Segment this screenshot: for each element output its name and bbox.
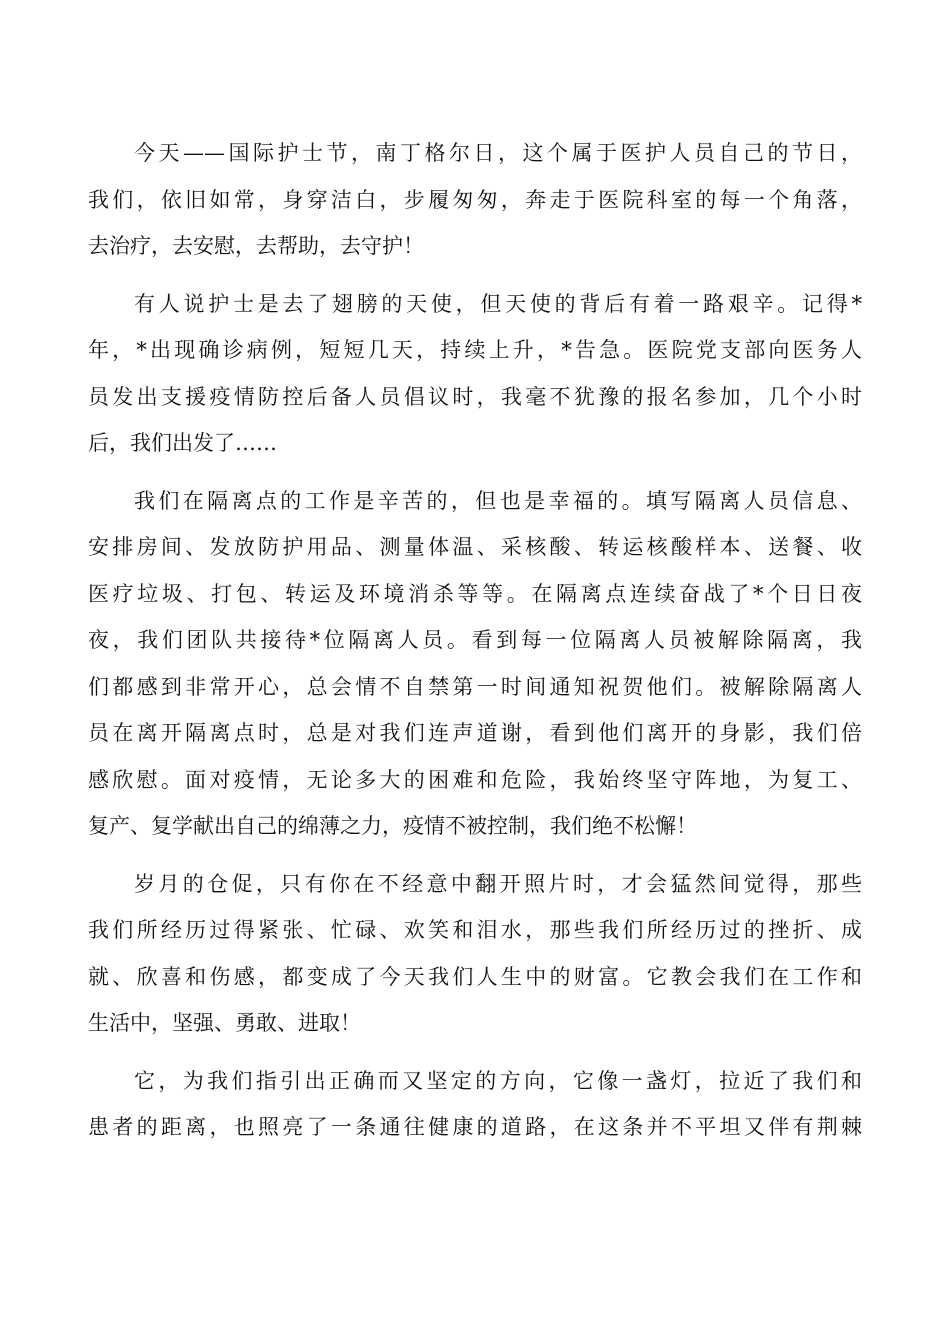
text-line: 夜，我们团队共接待*位隔离人员。看到每一位隔离人员被解除隔离，我 — [88, 628, 862, 652]
text-line: 患者的距离，也照亮了一条通往健康的道路，在这条并不平坦又伴有荆棘 — [88, 1115, 862, 1139]
text-line: 就、欣喜和伤感，都变成了今天我们人生中的财富。它教会我们在工作和 — [88, 964, 862, 989]
text-line: 员发出支援疫情防控后备人员倡议时，我毫不犹豫的报名参加，几个小时 — [88, 384, 862, 409]
text-line: 后，我们出发了…… — [88, 431, 277, 455]
text-line: 安排房间、发放防护用品、测量体温、采核酸、转运核酸样本、送餐、收 — [88, 535, 862, 559]
text-line: 感欣慰。面对疫情，无论多大的困难和危险，我始终坚守阵地，为复工、 — [88, 767, 862, 792]
paragraph-3 — [88, 478, 862, 850]
text-line: 有人说护士是去了翅膀的天使，但天使的背后有着一路艰辛。记得* — [134, 291, 862, 316]
text-line: 医疗垃圾、打包、转运及环境消杀等等。在隔离点连续奋战了*个日日夜 — [88, 581, 862, 606]
text-line: 生活中，坚强、勇敢、进取！ — [88, 1011, 361, 1035]
text-line: 它，为我们指引出正确而又坚定的方向，它像一盏灯，拉近了我们和 — [134, 1068, 862, 1093]
paragraph-1 — [88, 130, 862, 270]
paragraph-5 — [88, 1058, 862, 1151]
text-line: 我们所经历过得紧张、忙碌、欢笑和泪水，那些我们所经历过的挫折、成 — [88, 918, 862, 942]
text-line: 去治疗，去安慰，去帮助，去守护！ — [88, 234, 424, 258]
text-line: 们都感到非常开心，总会情不自禁第一时间通知祝贺他们。被解除隔离人 — [88, 674, 862, 699]
text-line: 员在离开隔离点时，总是对我们连声道谢，看到他们离开的身影，我们倍 — [88, 721, 862, 745]
text-line: 复产、复学献出自己的绵薄之力，疫情不被控制，我们绝不松懈！ — [88, 814, 697, 838]
text-line: 我们在隔离点的工作是辛苦的，但也是幸福的。填写隔离人员信息、 — [134, 488, 862, 513]
text-line: 年，*出现确诊病例，短短几天，持续上升，*告急。医院党支部向医务人 — [88, 338, 862, 362]
paragraph-2 — [88, 281, 862, 467]
text-line: 岁月的仓促，只有你在不经意中翻开照片时，才会猛然间觉得，那些 — [134, 871, 862, 896]
paragraph-4 — [88, 861, 862, 1047]
text-line: 我们，依旧如常，身穿洁白，步履匆匆，奔走于医院科室的每一个角落， — [88, 187, 862, 212]
text-line: 今天——国际护士节，南丁格尔日，这个属于医护人员自己的节日， — [134, 141, 862, 165]
document-body — [88, 130, 862, 1151]
